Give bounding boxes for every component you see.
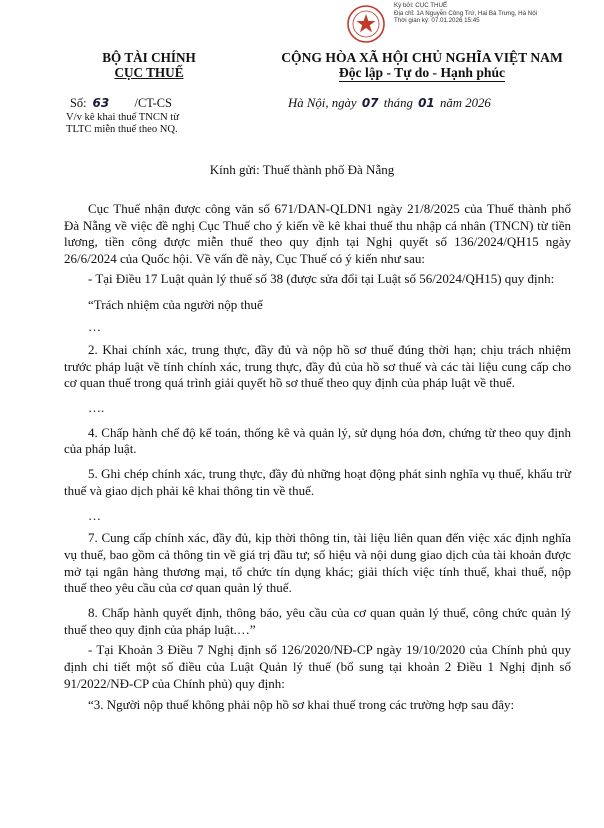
doc-number-value: 63 xyxy=(92,96,110,110)
document-body xyxy=(64,201,571,713)
paragraph-item-8: 8. Chấp hành quyết định, thông báo, yêu cầu của cơ quan quản lý thuế, công chức quản lý thuế theo quy định của pháp luật.…” xyxy=(64,605,571,637)
ministry-name: BỘ TÀI CHÍNH xyxy=(102,50,196,65)
issuing-agency xyxy=(60,50,238,80)
subject-line-1: V/v kê khai thuế TNCN từ xyxy=(66,112,179,123)
paragraph-ellipsis: … xyxy=(88,507,101,523)
paragraph-law-article-17: - Tại Điều 17 Luật quản lý thuế số 38 (được sửa đổi tại Luật số 56/2024/QH15) quy định: xyxy=(88,270,555,286)
paragraph-decree-126: - Tại Khoản 3 Điều 7 Nghị định số 126/2020/NĐ-CP ngày 19/10/2020 của Chính phủ quy định chi tiết một số điều của Luật Quản lý thuế (bổ sung tại khoản 2 Điều 1 Nghị định số 91/2022/NĐ-CP của Chính phủ) quy định: xyxy=(64,642,571,691)
signed-time: Thời gian ký: 07.01.2026 15:45 xyxy=(394,17,480,25)
date-place: Hà Nội, ngày xyxy=(288,96,357,110)
paragraph-item-7: 7. Cung cấp chính xác, đầy đủ, kịp thời thông tin, tài liệu liên quan đến việc xác định nghĩa vụ thuế, bao gồm cả thông tin về giá trị đầu tư; số hiệu và nội dung giao dịch của tài khoản được mở tại ngân hàng thương mại, tổ chức tín dụng khác; giải thích việc tính thuế, khai thuế, nộp thuế theo yêu cầu của cơ quan quản lý thuế. xyxy=(64,530,571,596)
doc-number-prefix: Số: xyxy=(70,96,87,110)
paragraph-clause-3: “3. Người nộp thuế không phải nộp hồ sơ khai thuế trong các trường hợp sau đây: xyxy=(88,696,515,712)
digital-signature-info xyxy=(394,2,537,25)
national-emblem-stamp-icon xyxy=(346,4,386,44)
date-year: năm 2026 xyxy=(439,96,491,110)
paragraph-quote-title: “Trách nhiệm của người nộp thuế xyxy=(88,296,263,312)
issue-date xyxy=(288,96,491,111)
nation-name: CỘNG HÒA XÃ HỘI CHỦ NGHĨA VIỆT NAM xyxy=(281,50,563,65)
national-motto: Độc lập - Tự do - Hạnh phúc xyxy=(338,65,506,80)
paragraph-item-4: 4. Chấp hành chế độ kế toán, thống kê và quản lý, sử dụng hóa đơn, chứng từ theo quy định của pháp luật. xyxy=(64,424,571,457)
doc-number-suffix: /CT-CS xyxy=(134,96,172,110)
document-number xyxy=(70,96,172,111)
signer-address: Địa chỉ: 1A Nguyễn Công Trứ, Hai Bà Trưng, Hà Nội xyxy=(394,9,538,17)
national-title xyxy=(244,50,600,82)
department-name: CỤC THUẾ xyxy=(114,65,184,80)
paragraph-item-5: 5. Ghi chép chính xác, trung thực, đầy đủ những hoạt động phát sinh nghĩa vụ thuế, khấu trừ thuế và giao dịch phải kê khai thông tin về thuế. xyxy=(64,466,571,498)
paragraph-item-2: 2. Khai chính xác, trung thực, đầy đủ và nộp hồ sơ thuế đúng thời hạn; chịu trách nhiệm trước pháp luật về tính chính xác, trung thực, đầy đủ của hồ sơ thuế và các tài liệu cung cấp cho cơ quan thuế trong quá trình giải quyết hồ sơ thuế theo quy định của pháp luật về thuế. xyxy=(64,341,571,391)
date-month: 01 xyxy=(418,96,435,110)
document-subject xyxy=(66,112,179,136)
paragraph-intro: Cục Thuế nhận được công văn số 671/DAN-QLDN1 ngày 21/8/2025 của Thuế thành phố Đà Nẵng về việc đề nghị Cục Thuế cho ý kiến về kê khai thuế thu nhập cá nhân (TNCN) từ tiền lương, tiền công được miễn thuế theo quy định tại Nghị quyết số 136/2024/QH15 ngày 26/6/2024 của Quốc hội. Về vấn đề này, Cục Thuế có ý kiến như sau: xyxy=(64,201,571,267)
recipient: Kính gửi: Thuế thành phố Đà Nẵng xyxy=(209,162,395,177)
signed-by: Ký bởi: CỤC THUẾ xyxy=(394,2,448,9)
date-month-label: tháng xyxy=(383,96,413,110)
paragraph-ellipsis: …. xyxy=(88,400,105,416)
subject-line-2: TLTC miễn thuế theo NQ. xyxy=(66,124,178,135)
date-day: 07 xyxy=(361,96,379,110)
paragraph-ellipsis: … xyxy=(88,319,101,335)
